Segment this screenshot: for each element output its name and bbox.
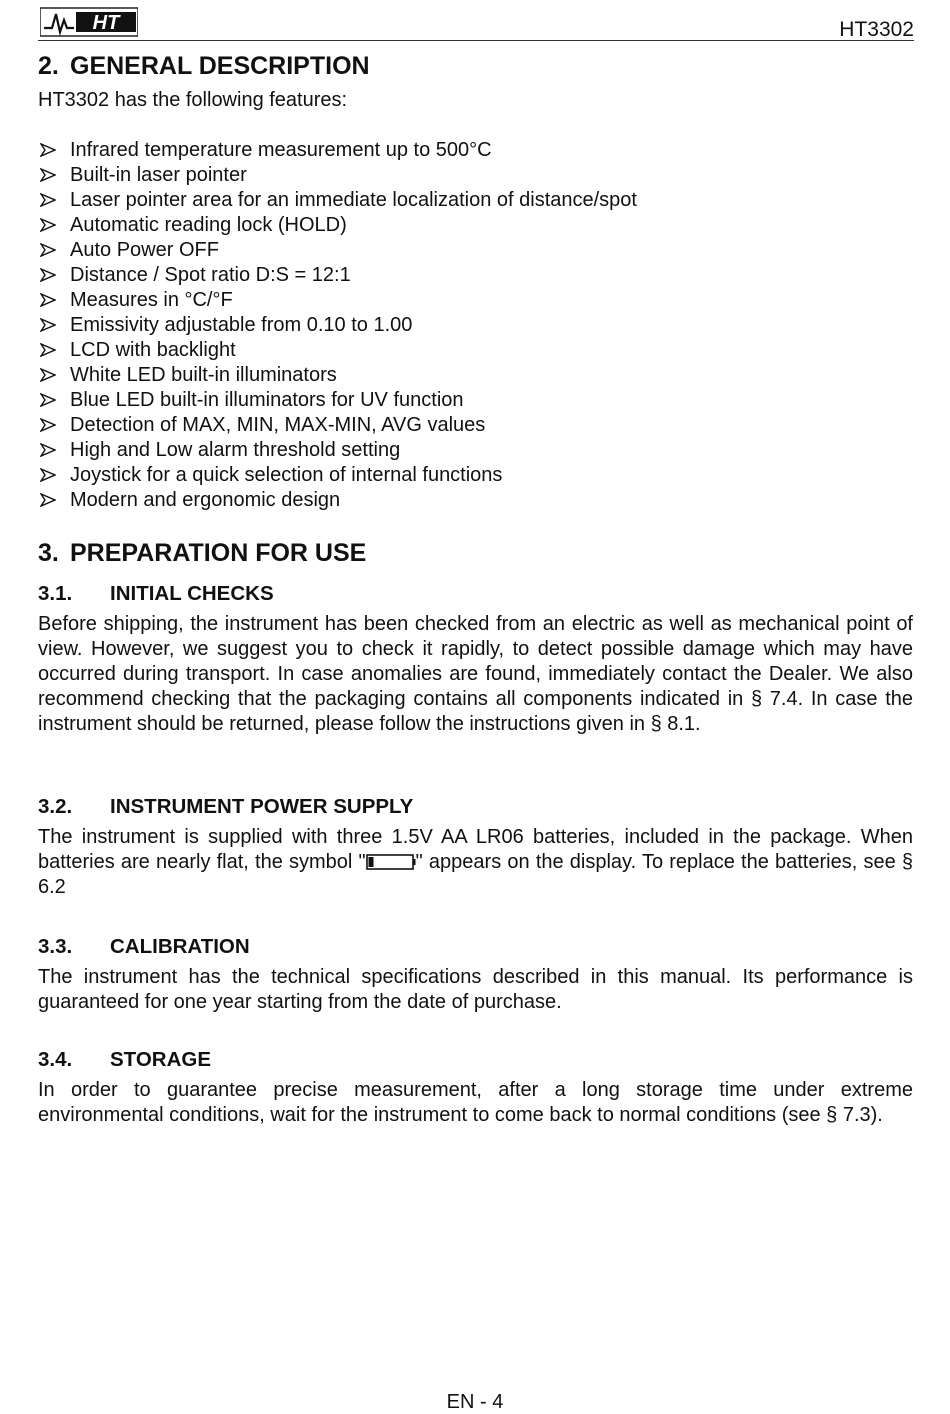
arrow-bullet-icon: [40, 293, 56, 307]
subsection-title: CALIBRATION: [110, 935, 250, 958]
arrow-bullet-icon: [40, 443, 56, 457]
arrow-bullet-icon: [40, 418, 56, 432]
feature-text: Emissivity adjustable from 0.10 to 1.00: [70, 314, 413, 336]
list-item: [38, 388, 637, 413]
document-code: HT3302: [839, 18, 914, 41]
arrow-bullet-icon: [40, 193, 56, 207]
list-item: [38, 288, 637, 313]
feature-text: Modern and ergonomic design: [70, 489, 341, 511]
page-number: EN - 4: [446, 1391, 504, 1413]
list-item: [38, 413, 637, 438]
arrow-bullet-icon: [40, 268, 56, 282]
subsection-3-3-heading: [38, 935, 250, 959]
arrow-bullet-icon: [40, 468, 56, 482]
ht-logo-icon: [40, 6, 138, 38]
subsection-3-1-heading: [38, 582, 274, 606]
subsection-title: STORAGE: [110, 1048, 211, 1071]
features-intro: HT3302 has the following features:: [38, 89, 348, 111]
feature-text: Laser pointer area for an immediate localization of distance/spot: [70, 189, 637, 211]
subsection-title: INITIAL CHECKS: [110, 582, 274, 605]
section-2-heading: [38, 52, 370, 81]
arrow-bullet-icon: [40, 493, 56, 507]
list-item: [38, 313, 637, 338]
storage-text: In order to guarantee precise measurement, after a long storage time under extreme environmental conditions, wait for the instrument to come back to normal conditions (see § 7.3).: [38, 1079, 913, 1126]
list-item: [38, 463, 637, 488]
feature-text: LCD with backlight: [70, 339, 236, 361]
section-number: 2.: [38, 52, 59, 80]
list-item: [38, 263, 637, 288]
arrow-bullet-icon: [40, 368, 56, 382]
list-item: [38, 363, 637, 388]
arrow-bullet-icon: [40, 393, 56, 407]
list-item: [38, 163, 637, 188]
arrow-bullet-icon: [40, 343, 56, 357]
list-item: [38, 338, 637, 363]
feature-text: High and Low alarm threshold setting: [70, 439, 401, 461]
list-item: [38, 188, 637, 213]
feature-text: Infrared temperature measurement up to 500°C: [70, 139, 492, 161]
subsection-number: 3.2.: [38, 795, 73, 818]
section-3-heading: [38, 539, 366, 568]
feature-text: White LED built-in illuminators: [70, 364, 337, 386]
arrow-bullet-icon: [40, 168, 56, 182]
feature-text: Blue LED built-in illuminators for UV function: [70, 389, 464, 411]
arrow-bullet-icon: [40, 318, 56, 332]
section-title: GENERAL DESCRIPTION: [70, 52, 370, 80]
arrow-bullet-icon: [40, 143, 56, 157]
feature-text: Built-in laser pointer: [70, 164, 247, 186]
list-item: [38, 438, 637, 463]
subsection-number: 3.1.: [38, 582, 73, 605]
list-item: [38, 238, 637, 263]
power-supply-text-before: The instrument is supplied with three 1.5V AA LR06 batteries, included in the package. When batteries are nearly flat, the symbol ": [38, 826, 913, 873]
feature-text: Detection of MAX, MIN, MAX-MIN, AVG values: [70, 414, 486, 436]
calibration-text: The instrument has the technical specifications described in this manual. Its performance is guaranteed for one year starting from the date of purchase.: [38, 966, 913, 1013]
section-number: 3.: [38, 539, 59, 567]
subsection-number: 3.4.: [38, 1048, 73, 1071]
section-title: PREPARATION FOR USE: [70, 539, 367, 567]
feature-text: Distance / Spot ratio D:S = 12:1: [70, 264, 351, 286]
list-item: [38, 488, 637, 513]
subsection-3-2-heading: [38, 795, 413, 819]
logo-text: HT: [92, 12, 120, 34]
feature-text: Automatic reading lock (HOLD): [70, 214, 347, 236]
feature-text: Joystick for a quick selection of internal functions: [70, 464, 503, 486]
arrow-bullet-icon: [40, 218, 56, 232]
page-header: [38, 6, 914, 41]
features-list: [38, 138, 637, 513]
feature-text: Measures in °C/°F: [70, 289, 233, 311]
feature-text: Auto Power OFF: [70, 239, 219, 261]
list-item: [38, 213, 637, 238]
power-supply-text: [38, 825, 913, 900]
initial-checks-text: Before shipping, the instrument has been checked from an electric as well as mechanical point of view. However, we suggest you to check it rapidly, to detect possible damage which may have occurred during transport. In case anomalies are found, immediately contact the Dealer. We also recommend checking that the packaging contains all components indicated in § 7.4. In case the instrument should be returned, please follow the instructions given in § 8.1.: [38, 613, 913, 735]
subsection-title: INSTRUMENT POWER SUPPLY: [110, 795, 414, 818]
arrow-bullet-icon: [40, 243, 56, 257]
power-supply-text-after: " appears on the display. To replace the batteries, see § 6.2: [38, 851, 913, 898]
list-item: [38, 138, 637, 163]
subsection-number: 3.3.: [38, 935, 73, 958]
subsection-3-4-heading: [38, 1048, 211, 1072]
battery-low-icon: [366, 853, 416, 871]
